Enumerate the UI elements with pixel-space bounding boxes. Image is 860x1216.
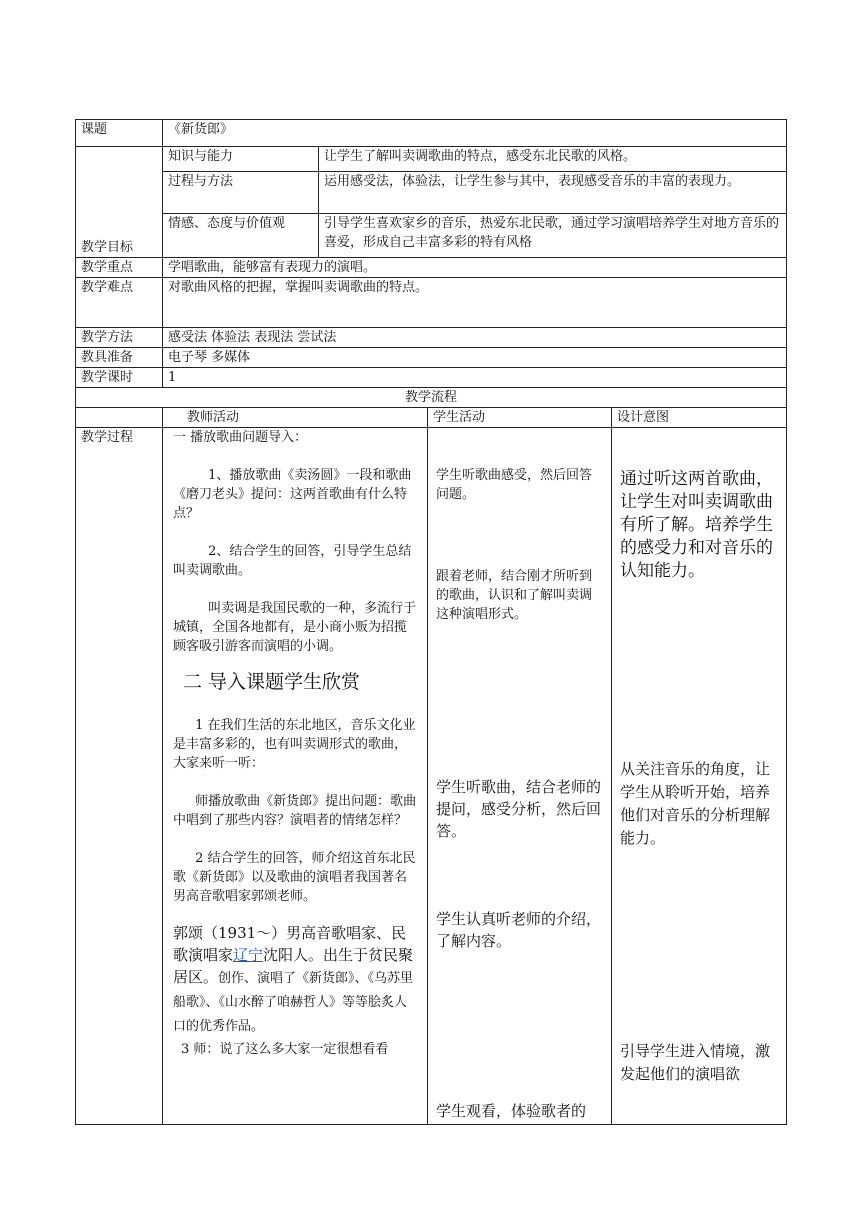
method-label: 教学方法 [76,328,163,348]
goals-label: 教学目标 [76,147,163,258]
flow-title: 教学流程 [76,388,787,408]
goal-name-emotion: 情感、态度与价值观 [163,214,319,258]
hours-row [76,368,787,388]
teacher-step-6: 2 结合学生的回答，师介绍这首东北民歌《新货郎》以及歌曲的演唱者我国著名男高音歌唱家郭颂老师。 [173,851,416,904]
process-row [76,428,787,1125]
section-one-title: 一 播放歌曲问题导入： [173,430,308,445]
goal-row-knowledge [76,147,787,172]
goal-name-process: 过程与方法 [163,172,319,214]
design-intent-2: 从关注音乐的角度，让学生从聆听开始，培养他们对音乐的分析理解能力。 [620,760,771,847]
student-activity-5: 学生观看，体验歌者的 [436,1102,587,1120]
design-intent-cell [612,428,787,1125]
singer-bio-end: 沈阳人。出生于贫民聚居区。 [173,946,414,986]
method-text: 感受法 体验法 表现法 尝试法 [163,328,787,348]
student-activity-1: 学生听歌曲感受，然后回答问题。 [436,468,593,502]
teacher-step-4: 1 在我们生活的东北地区，音乐文化业是丰富多彩的，也有叫卖调形式的歌曲，大家来听一听： [173,718,416,771]
singer-works: 创作、演唱了《新货郎》、《乌苏里船歌》、《山水醉了咱赫哲人》等等脍炙人口的优秀作品。 [173,971,414,1034]
topic-value: 《新货郎》 [163,120,787,147]
difficulty-label: 教学难点 [76,278,163,328]
flow-header-row [76,408,787,428]
teacher-step-3: 叫卖调是我国民歌的一种，多流行于城镇，全国各地都有，是小商小贩为招揽顾客吸引游客而演唱的小调。 [173,601,417,654]
goal-text-knowledge: 让学生了解叫卖调歌曲的特点，感受东北民歌的风格。 [319,147,787,172]
goal-text-emotion: 引导学生喜欢家乡的音乐，热爱东北民歌，通过学习演唱培养学生对地方音乐的喜爱，形成自己丰富多彩的特有风格 [319,214,787,258]
key-point-label: 教学重点 [76,258,163,278]
tools-label: 教具准备 [76,348,163,368]
teacher-step-2: 2、结合学生的回答，引导学生总结叫卖调歌曲。 [173,544,412,578]
teacher-step-1: 1、播放歌曲《卖汤圆》一段和歌曲《磨刀老头》提问：这两首歌曲有什么特点？ [173,468,412,521]
flow-title-row [76,388,787,408]
topic-row [76,120,787,147]
method-row [76,328,787,348]
singer-bio-start: 郭颂（1931～）男高音歌唱家、民歌演唱家 [173,924,407,964]
student-activity-2: 跟着老师，结合刚才所听到的歌曲，认识和了解叫卖调这种演唱形式。 [436,569,593,622]
topic-label: 课题 [76,120,163,147]
key-point-text: 学唱歌曲，能够富有表现力的演唱。 [163,258,787,278]
student-activity-4: 学生认真听老师的介绍，了解内容。 [436,910,602,950]
hours-label: 教学课时 [76,368,163,388]
design-column-header: 设计意图 [612,408,787,428]
difficulty-row [76,278,787,328]
goal-row-process [76,172,787,214]
process-label: 教学过程 [76,428,163,1125]
goal-row-emotion [76,214,787,258]
goal-text-process: 运用感受法，体验法，让学生参与其中，表现感受音乐的丰富的表现力。 [319,172,787,214]
teacher-step-7: 3 师：说了这么多大家一定很想看看 [181,1042,389,1057]
key-point-row [76,258,787,278]
tools-row [76,348,787,368]
hours-text: 1 [163,368,787,388]
difficulty-text: 对歌曲风格的把握，掌握叫卖调歌曲的特点。 [163,278,787,328]
flow-header-blank [76,408,163,428]
teacher-column-header: 教师活动 [163,408,428,428]
teacher-step-5: 师播放歌曲《新货郎》提出问题：歌曲中唱到了那些内容？演唱者的情绪怎样？ [173,794,417,828]
design-intent-1: 通过听这两首歌曲，让学生对叫卖调歌曲有所了解。培养学生的感受力和对音乐的认知能力。 [620,469,773,581]
singer-bio [173,922,419,1038]
liaoning-link[interactable]: 辽宁 [233,946,264,964]
section-two-title: 二 导入课题学生欣赏 [183,671,361,693]
tools-text: 电子琴 多媒体 [163,348,787,368]
goal-name-knowledge: 知识与能力 [163,147,319,172]
student-column-header: 学生活动 [428,408,612,428]
student-activity-cell [428,428,612,1125]
design-intent-3: 引导学生进入情境，激发起他们的演唱欲 [620,1042,771,1083]
student-activity-3: 学生听歌曲，结合老师的提问，感受分析，然后回答。 [436,778,602,840]
lesson-plan-table [75,119,787,1125]
teacher-activity-cell [163,428,428,1125]
